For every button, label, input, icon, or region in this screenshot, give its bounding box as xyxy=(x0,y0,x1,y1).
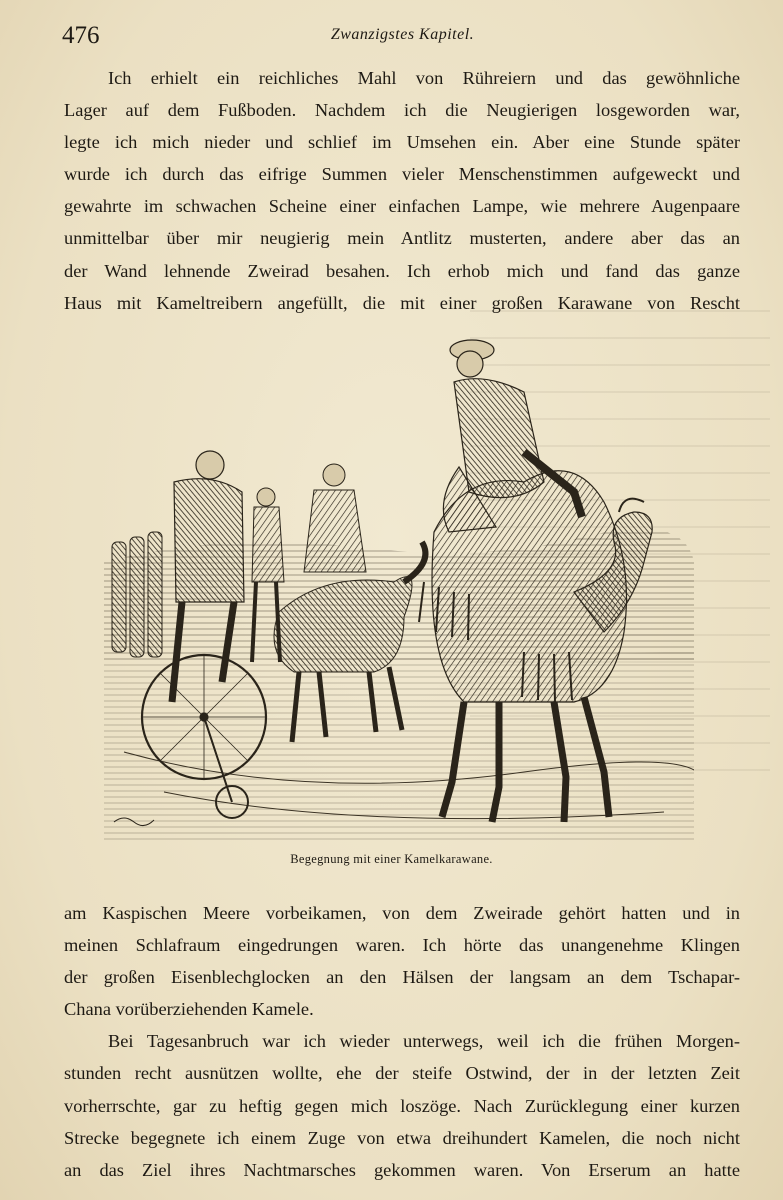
text-line: Ich erhielt ein reichliches Mahl von Rühreiern und das gewöhnliche xyxy=(108,68,740,88)
text-line: legte ich mich nieder und schlief im Umsehen ein. Aber eine Stunde später xyxy=(64,132,740,153)
text-line: meinen Schlafraum eingedrungen waren. Ich hörte das unangenehme Klingen xyxy=(64,935,740,956)
text-line: wurde ich durch das eifrige Summen vieler Menschenstimmen aufgeweckt und xyxy=(64,164,740,185)
page-number: 476 xyxy=(62,22,100,49)
paragraph-top xyxy=(64,62,740,319)
text-line: Lager auf dem Fußboden. Nachdem ich die Neugierigen losgeworden war, xyxy=(64,100,740,121)
text-line: an das Ziel ihres Nachtmarsches gekommen waren. Von Erserum an hatte xyxy=(64,1159,740,1180)
text-line: unmittelbar über mir neugierig mein Antlitz musterten, andere aber das an xyxy=(64,228,740,249)
text-line: Haus mit Kameltreibern angefüllt, die mit einer großen Karawane von Rescht xyxy=(64,292,740,313)
text-line: Strecke begegnete ich einem Zuge von etwa dreihundert Kamelen, die noch nicht xyxy=(64,1127,740,1148)
text-line: vorherrschte, gar zu heftig gegen mich loszöge. Nach Zurücklegung einer kurzen xyxy=(64,1095,740,1116)
text-line: gewahrte im schwachen Scheine einer einfachen Lampe, wie mehrere Augenpaare xyxy=(64,196,740,217)
paragraph-bottom xyxy=(64,897,740,1186)
text-line: Chana vorüberziehenden Kamele. xyxy=(64,999,314,1020)
text-line: der Wand lehnende Zweirad besahen. Ich erhob mich und fand das ganze xyxy=(64,260,740,281)
figure-caption: Begegnung mit einer Kamelkarawane. xyxy=(290,852,493,866)
text-line: am Kaspischen Meere vorbeikamen, von dem Zweirade gehört hatten und in xyxy=(64,903,740,923)
text-line: der großen Eisenblechglocken an den Hälsen der langsam an dem Tschapar- xyxy=(64,967,740,988)
engraving-illustration xyxy=(104,332,694,842)
text-line: Bei Tagesanbruch war ich wieder unterwegs, weil ich die frühen Morgen- xyxy=(108,1031,740,1052)
running-head: Zwanzigstes Kapitel. xyxy=(330,26,475,43)
text-line: stunden recht ausnützen wollte, ehe der steife Ostwind, der in der letzten Zeit xyxy=(64,1063,740,1084)
camel-caravan-engraving xyxy=(104,332,694,842)
page-header xyxy=(62,22,743,54)
